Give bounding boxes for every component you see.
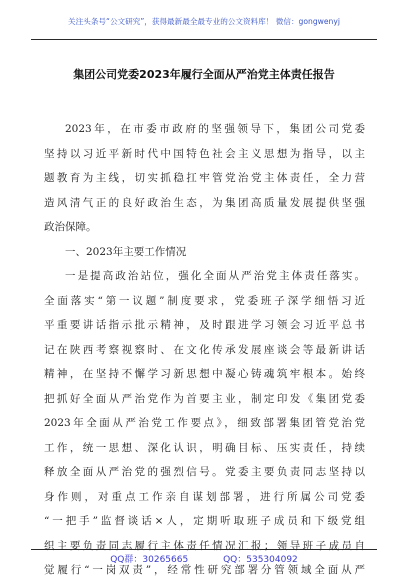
paragraph-line: 坚持以习近平新时代中国特色社会主义思想为指导，以主 (44, 147, 365, 160)
paragraph-line: 全面落实“第一议题”制度要求，党委班子深学细悟习近 (44, 294, 365, 307)
paragraph-line: 造风清气正的良好政治生态，为集团高质量发展提供坚强 (44, 196, 365, 209)
paragraph-line: 织主要负责同志履行主体责任情况汇报；领导班子成员自 (44, 539, 365, 552)
paragraph-line: 身作则，对重点工作亲自谋划部署，进行所属公司党委 (44, 490, 365, 503)
paragraph-line: 2023年，在市委市政府的坚强领导下，集团公司党委 (65, 123, 365, 135)
footer-divider (31, 549, 377, 550)
paragraph-line: 记在陕西考察视察时、在文化传承发展座谈会等最新讲话 (44, 343, 365, 356)
paragraph-line: 觉履行“一岗双责”，经常性研究部署分管领域全面从严 (44, 564, 365, 576)
section-heading: 一、2023年主要工作情况 (65, 245, 187, 258)
paragraph-line: 平重要讲话指示批示精神，及时跟进学习领会习近平总书 (44, 319, 365, 331)
page-header: 关注头条号“公文研究”，获得最新最全最专业的公文资料库！ 微信：gongwenyj (68, 17, 340, 26)
paragraph-line: “一把手”监督谈话×人，定期听取班子成员和下级党组 (44, 515, 365, 527)
paragraph-line: 2023年全面从严治党工作要点》，细致部署集团管党治党 (44, 417, 365, 429)
document-body (44, 117, 365, 583)
paragraph-line: 题教育为主线，切实抓稳扛牢管党治党主体责任，全力营 (44, 172, 365, 184)
header-divider (31, 39, 377, 40)
paragraph-line: 工作，统一思想、深化认识，明确目标、压实责任，持续 (44, 441, 365, 454)
qq-number: QQ：535304092 (223, 555, 298, 565)
paragraph-line: 释放全面从严治党的强烈信号。党委主要负责同志坚持以 (44, 466, 365, 478)
qq-group-number: QQ群：30265665 (110, 555, 189, 565)
paragraph-line: 政治保障。 (44, 221, 97, 233)
paragraph-line: 把抓好全面从严治党作为首要主业，制定印发《集团党委 (44, 392, 365, 405)
paragraph-line: 精神，在坚持不懈学习新思想中凝心铸魂筑牢根本。始终 (44, 368, 365, 380)
paragraph-line: 一是提高政治站位，强化全面从严治党主体责任落实。 (65, 270, 365, 282)
document-title: 集团公司党委2023年履行全面从严治党主体责任报告 (73, 68, 335, 81)
page-footer (0, 552, 408, 565)
